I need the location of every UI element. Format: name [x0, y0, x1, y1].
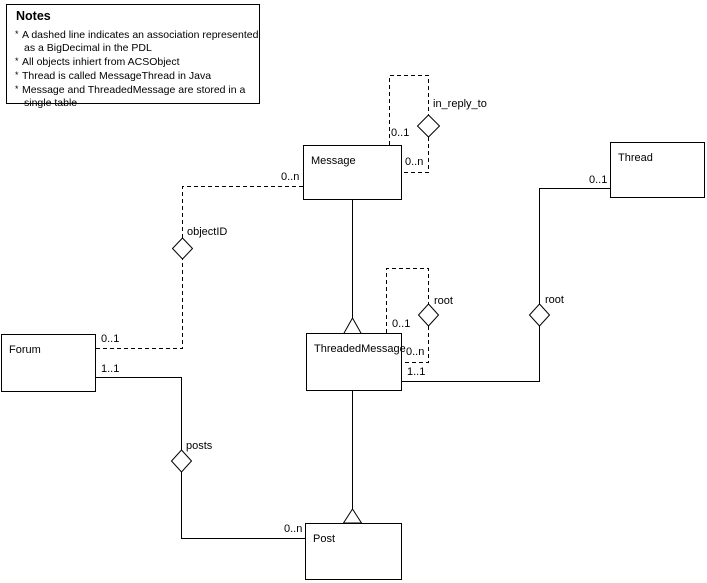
generalization-arrow-post	[344, 509, 362, 523]
root-association-diamond	[530, 304, 550, 326]
posts-association-forum-segment	[96, 378, 182, 452]
multiplicity-root-self-right: 0..n	[406, 346, 425, 358]
note-line	[15, 28, 259, 42]
root-self-association-diamond	[419, 304, 439, 326]
multiplicity-root-self-top: 0..1	[392, 318, 411, 330]
association-name-in-reply-to: in_reply_to	[433, 98, 487, 110]
root-association-thread-segment	[540, 189, 611, 306]
multiplicity-root-threadedmessage: 1..1	[407, 366, 426, 378]
association-name-objectid: objectID	[187, 226, 228, 238]
note-text: as a BigDecimal in the PDL	[24, 42, 152, 54]
notes-title: Notes	[16, 9, 51, 23]
class-box-post	[305, 523, 402, 580]
note-line	[15, 97, 255, 110]
class-box-message	[303, 145, 402, 200]
note-text: All objects inhiert from ACSObject	[22, 56, 180, 68]
note-text: Message and ThreadedMessage are stored in a	[22, 84, 246, 96]
multiplicity-posts-post: 0..n	[284, 523, 303, 535]
multiplicity-in-reply-to-right: 0..n	[405, 156, 424, 168]
generalization-arrow-threadedmessage	[344, 318, 362, 334]
note-line	[15, 55, 255, 69]
class-name-thread: Thread	[618, 152, 653, 164]
note-text: A dashed line indicates an association represented	[22, 29, 259, 41]
posts-association-diamond	[172, 450, 192, 472]
class-name-message: Message	[311, 155, 356, 167]
class-box-thread	[610, 142, 705, 198]
note-line	[15, 69, 255, 83]
multiplicity-posts-forum: 1..1	[101, 363, 120, 375]
association-name-root-self: root	[434, 295, 453, 307]
note-text: Thread is called MessageThread in Java	[22, 70, 212, 82]
class-name-forum: Forum	[9, 344, 41, 356]
multiplicity-root-thread: 0..1	[589, 174, 608, 186]
bullet-icon: *	[15, 84, 19, 94]
objectid-association-diamond	[173, 238, 193, 259]
class-name-threadedmessage: ThreadedMessage	[314, 343, 406, 355]
in-reply-to-association-diamond	[418, 115, 440, 137]
note-line	[15, 83, 255, 97]
bullet-icon: *	[15, 70, 19, 80]
class-box-threadedmessage	[306, 333, 406, 391]
notes-box	[6, 4, 260, 109]
class-name-post: Post	[313, 533, 336, 545]
class-box-forum	[1, 334, 96, 392]
bullet-icon: *	[15, 29, 19, 39]
multiplicity-objectid-message: 0..n	[281, 171, 300, 183]
note-text: single table	[24, 97, 78, 109]
multiplicity-in-reply-to-top: 0..1	[391, 127, 410, 139]
association-name-posts: posts	[186, 440, 213, 452]
bullet-icon: *	[15, 56, 19, 66]
multiplicity-objectid-forum: 0..1	[101, 333, 120, 345]
note-line	[15, 42, 255, 55]
association-name-root-thread: root	[545, 294, 564, 306]
